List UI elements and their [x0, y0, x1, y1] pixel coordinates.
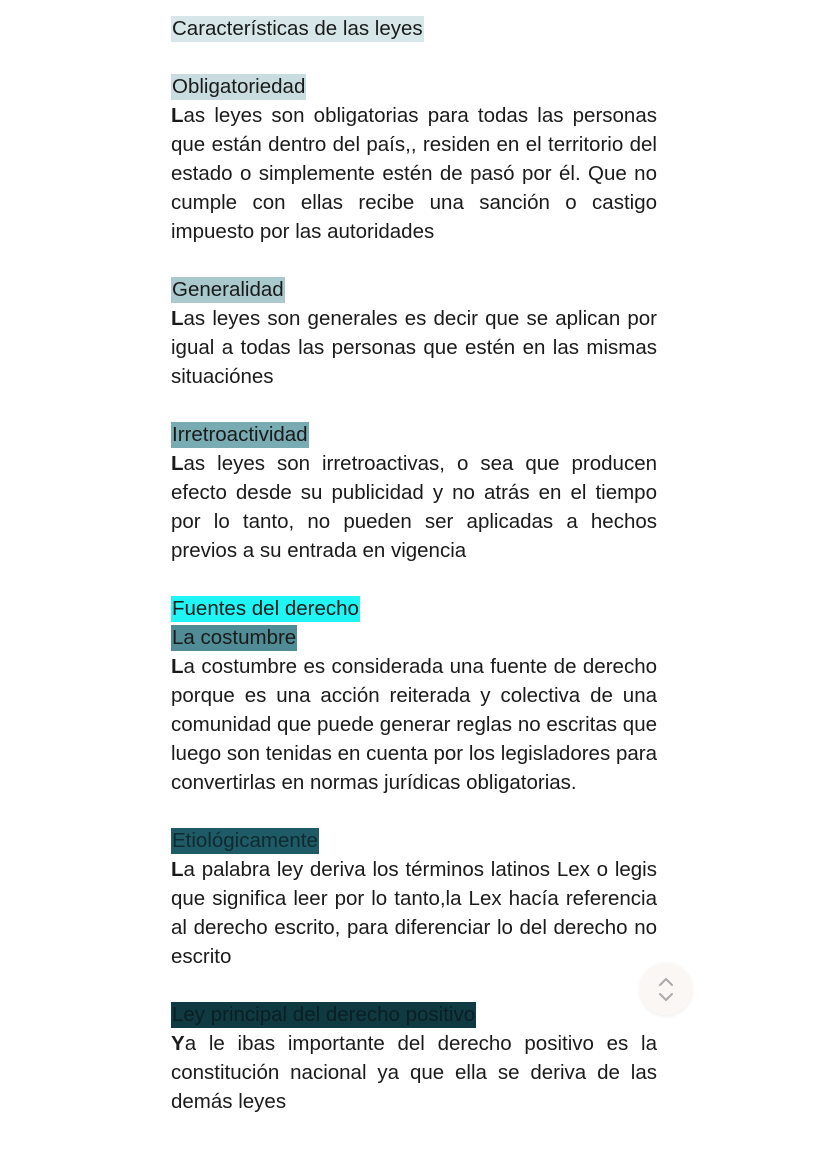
drop-letter: L [171, 655, 184, 678]
section-body-la-costumbre [171, 652, 657, 797]
section-body-obligatoriedad [171, 101, 657, 246]
drop-letter: L [171, 307, 184, 330]
drop-letter: L [171, 858, 184, 881]
body-text: a le ibas importante del derecho positivo es la constitución nacional ya que ella se deriva de las demás leyes [171, 1032, 657, 1113]
body-text: a costumbre es considerada una fuente de derecho porque es una acción reiterada y colectiva de una comunidad que puede generar reglas no escritas que luego son tenidas en cuenta por los legisladores para convertirlas en normas jurídicas obligatorias. [171, 655, 657, 794]
spacer [171, 246, 657, 275]
chevron-up-icon[interactable] [658, 977, 674, 987]
section-heading-line [171, 826, 657, 855]
section-heading-fuentes-del-derecho: Fuentes del derecho [172, 597, 359, 620]
document-page [171, 14, 657, 1116]
section-body-ley-principal [171, 1029, 657, 1116]
section-heading-line [171, 594, 657, 623]
section-heading-etiologicamente: Etiológicamente [172, 829, 318, 852]
spacer [171, 797, 657, 826]
section-subheading-line [171, 623, 657, 652]
section-heading-line [171, 1000, 657, 1029]
section-body-irretroactividad [171, 449, 657, 565]
body-text: as leyes son irretroactivas, o sea que producen efecto desde su publicidad y no atrás en el tiempo por lo tanto, no pueden ser aplicadas a hechos previos a su entrada en vigencia [171, 452, 657, 562]
section-heading-line [171, 275, 657, 304]
drop-letter: L [171, 452, 184, 475]
document-title: Características de las leyes [172, 17, 423, 40]
section-heading-irretroactividad: Irretroactividad [172, 423, 308, 446]
drop-letter: L [171, 104, 184, 127]
section-body-etiologicamente [171, 855, 657, 971]
spacer [171, 43, 657, 72]
section-heading-line [171, 420, 657, 449]
body-text: as leyes son generales es decir que se aplican por igual a todas las personas que estén en las mismas situaciónes [171, 307, 657, 388]
spacer [171, 565, 657, 594]
scroll-navigation-button[interactable] [640, 963, 692, 1015]
drop-letter: Y [171, 1032, 185, 1055]
section-subheading-la-costumbre: La costumbre [172, 626, 297, 649]
section-body-generalidad [171, 304, 657, 391]
body-text: as leyes son obligatorias para todas las personas que están dentro del país,, residen en el territorio del estado o simplemente estén de pasó por él. Que no cumple con ellas recibe una sanción o castigo impuesto por las autoridades [171, 104, 657, 243]
section-heading-obligatoriedad: Obligatoriedad [172, 75, 306, 98]
chevron-down-icon[interactable] [658, 992, 674, 1002]
spacer [171, 971, 657, 1000]
body-text: a palabra ley deriva los términos latinos Lex o legis que significa leer por lo tanto,la Lex hacía referencia al derecho escrito, para diferenciar lo del derecho no escrito [171, 858, 657, 968]
document-title-line [171, 14, 657, 43]
section-heading-ley-principal: Ley principal del derecho positivo [172, 1003, 476, 1026]
section-heading-generalidad: Generalidad [172, 278, 284, 301]
section-heading-line [171, 72, 657, 101]
spacer [171, 391, 657, 420]
